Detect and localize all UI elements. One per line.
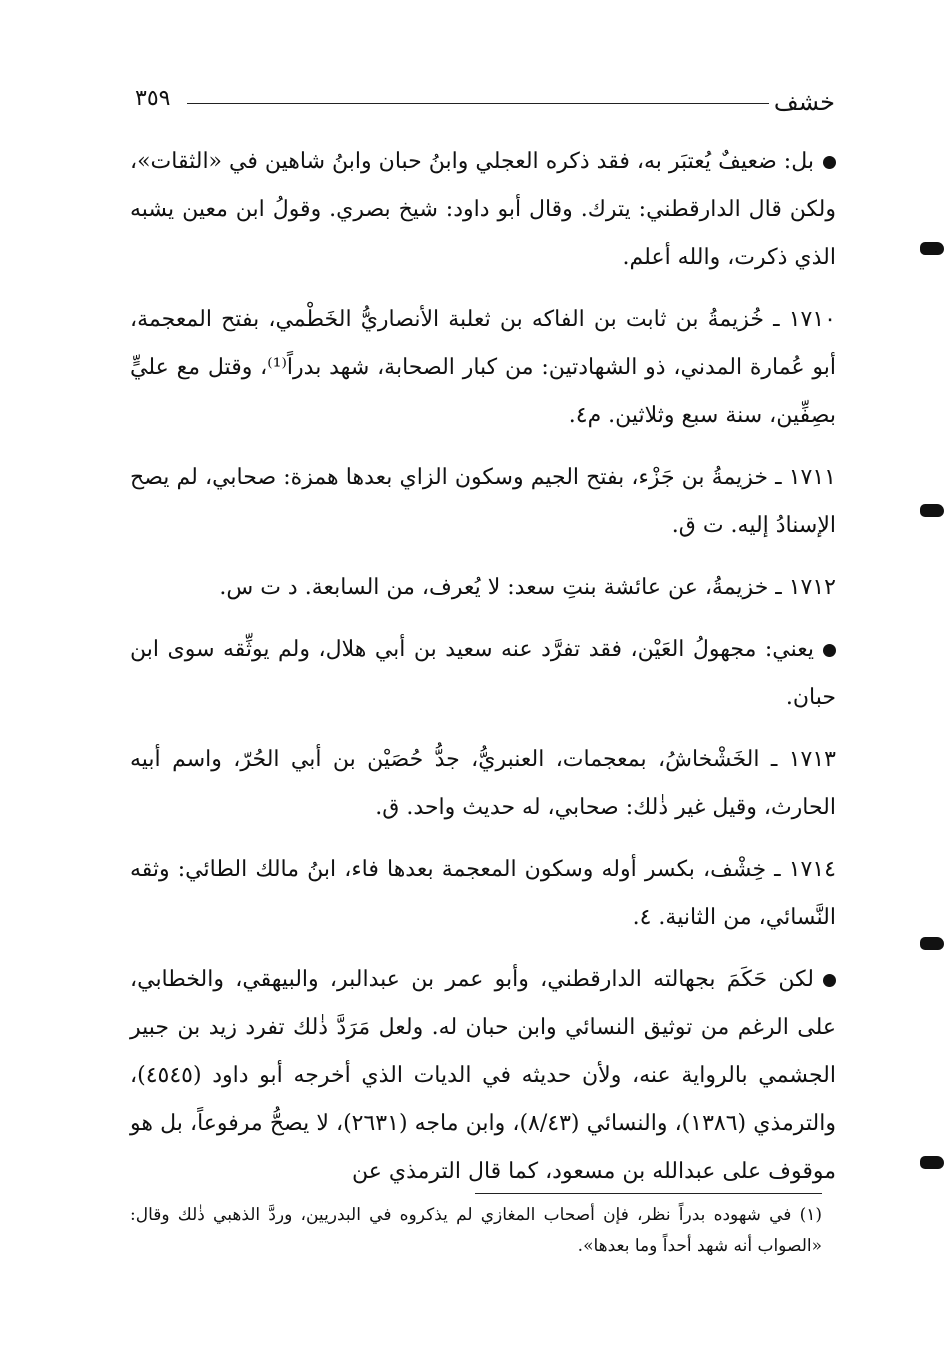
entry-1712: ١٧١٢ ـ خزيمةُ، عن عائشة بنتِ سعد: لا يُعرف، من السابعة. د ت س. [219, 575, 836, 600]
entry-1711: ١٧١١ ـ خزيمةُ بن جَزْء، بفتح الجيم وسكون الزاي بعدها همزة: صحابي، لم يصح الإسنادُ إليه. ت ق. [130, 465, 836, 538]
commentary-paragraph: لكن حَكَمَ بجهالته الدارقطني، وأبو عمر بن عبدالبر، والبيهقي، والخطابي، على الرغم من توثيق النسائي وابن حبان له. ولعل مَرَدَّ ذٰلك تفرد زيد بن جبير الجشمي بالرواية عنه، ولأن حديثه في الديات الذي أخرجه أبو داود (٤٥٤٥)، والترمذي (١٣٨٦)، والنسائي (٨/٤٣)، وابن ماجه (٢٦٣١)، لا يصحُّ مرفوعاً، بل هو موقوف على عبدالله بن مسعود، كما قال الترمذي عن [130, 967, 836, 1184]
footnote-rule [475, 1193, 822, 1194]
page-number: ٣٥٩ [135, 86, 171, 111]
entry-1710: ١٧١٠ ـ خُزيمةُ بن ثابت بن الفاكه بن ثعلبة الأنصاريُّ الخَطْمي، بفتح المعجمة، أبو عُمارة المدني، ذو الشهادتين: من كبار الصحابة، شهد بدراً⁽¹⁾، وقتل مع عليٍّ بصِفِّين، سنة سبع وثلاثين. م٤. [130, 307, 837, 428]
commentary-paragraph: يعني: مجهولُ العَيْن، فقد تفرَّد عنه سعيد بن أبي هلال، ولم يوثِّقه سوى ابن حبان. [130, 637, 836, 710]
entry-1714: ١٧١٤ ـ خِشْف، بكسر أوله وسكون المعجمة بعدها فاء، ابنُ مالك الطائي: وثقه النَّسائي، من الثانية. ٤. [130, 857, 836, 930]
main-text [130, 138, 836, 1196]
bullet-icon [823, 156, 836, 169]
scan-mark [920, 504, 944, 517]
scan-mark [920, 1156, 944, 1169]
running-title: خشف [773, 88, 835, 116]
scan-mark [920, 937, 944, 950]
footnote: (١) في شهوده بدراً نظر، فإن أصحاب المغازي لم يذكروه في البدريين، وردَّ الذهبي ذٰلك وقال: «الصواب أنه شهد أحداً وما بعدها». [130, 1205, 822, 1256]
header-rule [187, 103, 769, 104]
commentary-paragraph: بل: ضعيفٌ يُعتبَر به، فقد ذكره العجلي وابنُ حبان وابنُ شاهين في «الثقات»، ولكن قال الدارقطني: يترك. وقال أبو داود: شيخ بصري. وقولُ ابن معين يشبه الذي ذكرت، والله أعلم. [130, 149, 836, 270]
bullet-icon [823, 644, 836, 657]
scan-mark [920, 242, 944, 255]
page-header [135, 82, 835, 116]
entry-1713: ١٧١٣ ـ الخَشْخاشُ، بمعجمات، العنبريُّ، جدُّ حُصَيْن بن أبي الحُرّ، واسم أبيه الحارث، وقيل غير ذٰلك: صحابي، له حديث واحد. ق. [130, 747, 836, 820]
bullet-icon [823, 974, 836, 987]
